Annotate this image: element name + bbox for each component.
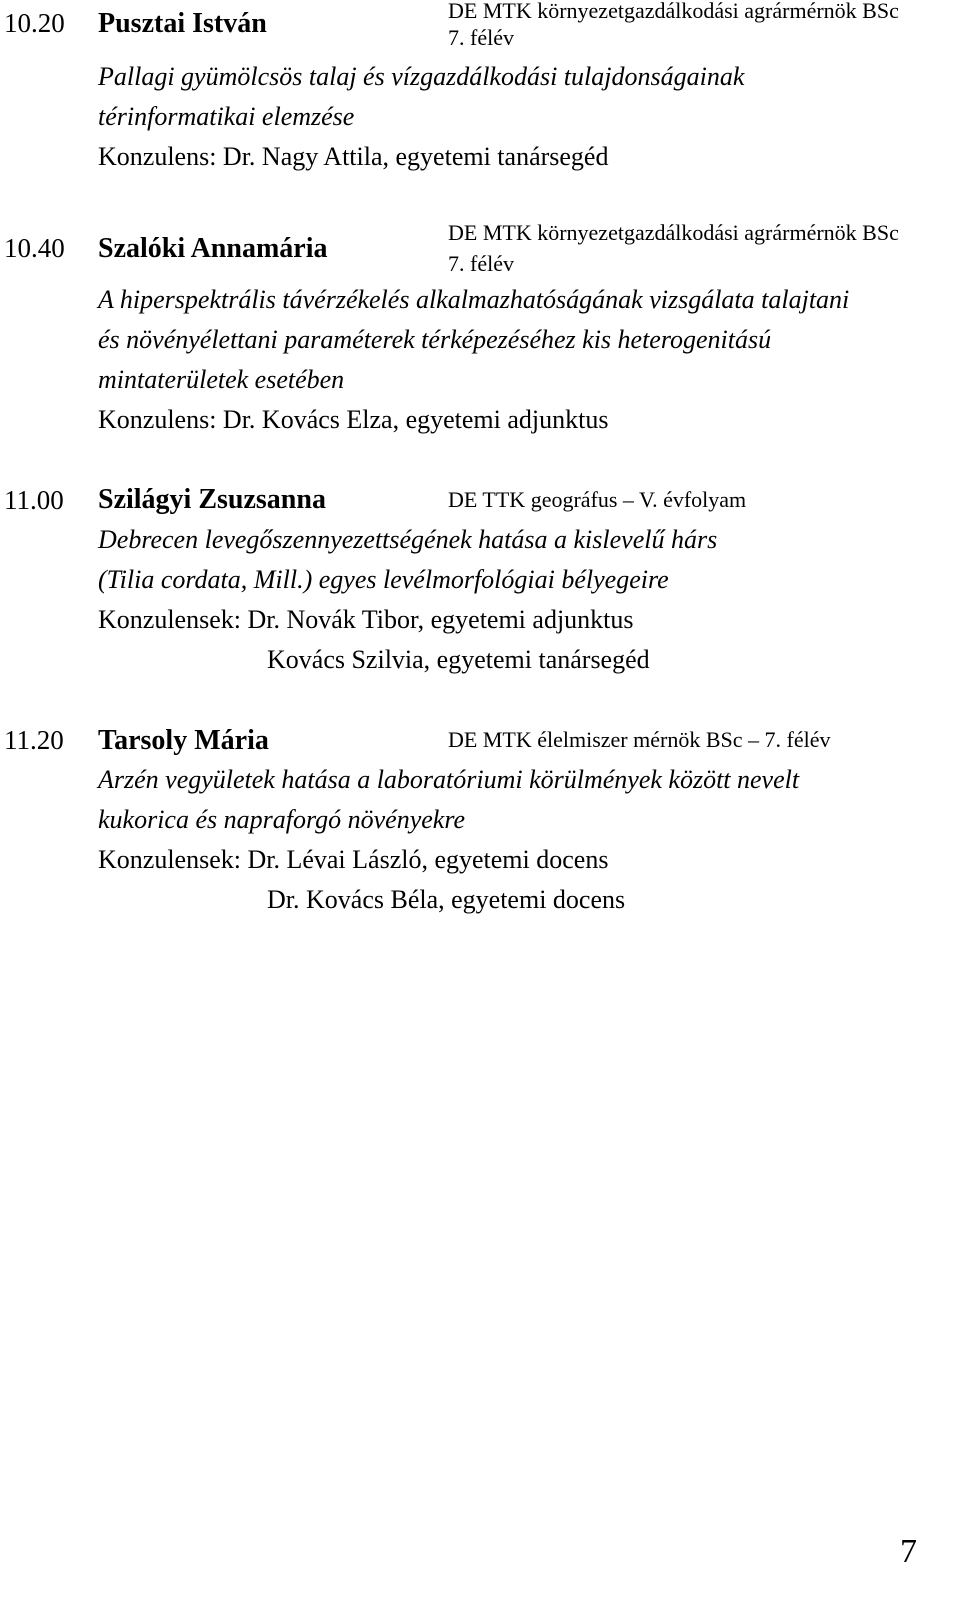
consultant-line: Kovács Szilvia, egyetemi tanársegéd [267,645,650,674]
thesis-title-line: Arzén vegyületek hatása a laboratóriumi körülmények között nevelt [98,765,800,794]
thesis-title-line: Debrecen levegőszennyezettségének hatása a kislevelű hárs [98,525,718,554]
entry-time: 11.00 [4,485,64,515]
program-line: 7. félév [448,251,514,276]
thesis-title-line: térinformatikai elemzése [98,102,355,131]
thesis-title-line: (Tilia cordata, Mill.) egyes levélmorfológiai bélyegeire [98,565,669,594]
entry-time: 11.20 [4,725,64,755]
thesis-title-line: kukorica és napraforgó növényekre [98,805,466,834]
student-name: Tarsoly Mária [98,725,269,756]
page-number: 7 [900,1533,917,1570]
thesis-title-line: és növényélettani paraméterek térképezéséhez kis heterogenitású [98,325,772,354]
program-line: DE MTK környezetgazdálkodási agrármérnök BSc [448,220,899,245]
entry-time: 10.20 [4,8,65,38]
program-line: DE TTK geográfus – V. évfolyam [448,487,747,512]
program-line: DE MTK környezetgazdálkodási agrármérnök BSc [448,0,899,23]
program-line: DE MTK élelmiszer mérnök BSc – 7. félév [448,727,831,752]
consultant-line: Dr. Kovács Béla, egyetemi docens [267,885,626,914]
student-name: Szilágyi Zsuzsanna [98,484,326,515]
entry-time: 10.40 [4,233,65,263]
consultant-line: Konzulens: Dr. Nagy Attila, egyetemi tanársegéd [98,142,609,171]
consultant-line: Konzulensek: Dr. Lévai László, egyetemi docens [98,845,609,874]
student-name: Szalóki Annamária [98,233,328,264]
thesis-title-line: mintaterületek esetében [98,365,345,394]
program-line: 7. félév [448,25,514,50]
thesis-title-line: A hiperspektrális távérzékelés alkalmazhatóságának vizsgálata talajtani [98,285,850,314]
consultant-line: Konzulens: Dr. Kovács Elza, egyetemi adjunktus [98,405,609,434]
consultant-line: Konzulensek: Dr. Novák Tibor, egyetemi adjunktus [98,605,634,634]
student-name: Pusztai István [98,8,267,39]
thesis-title-line: Pallagi gyümölcsös talaj és vízgazdálkodási tulajdonságainak [98,62,745,91]
